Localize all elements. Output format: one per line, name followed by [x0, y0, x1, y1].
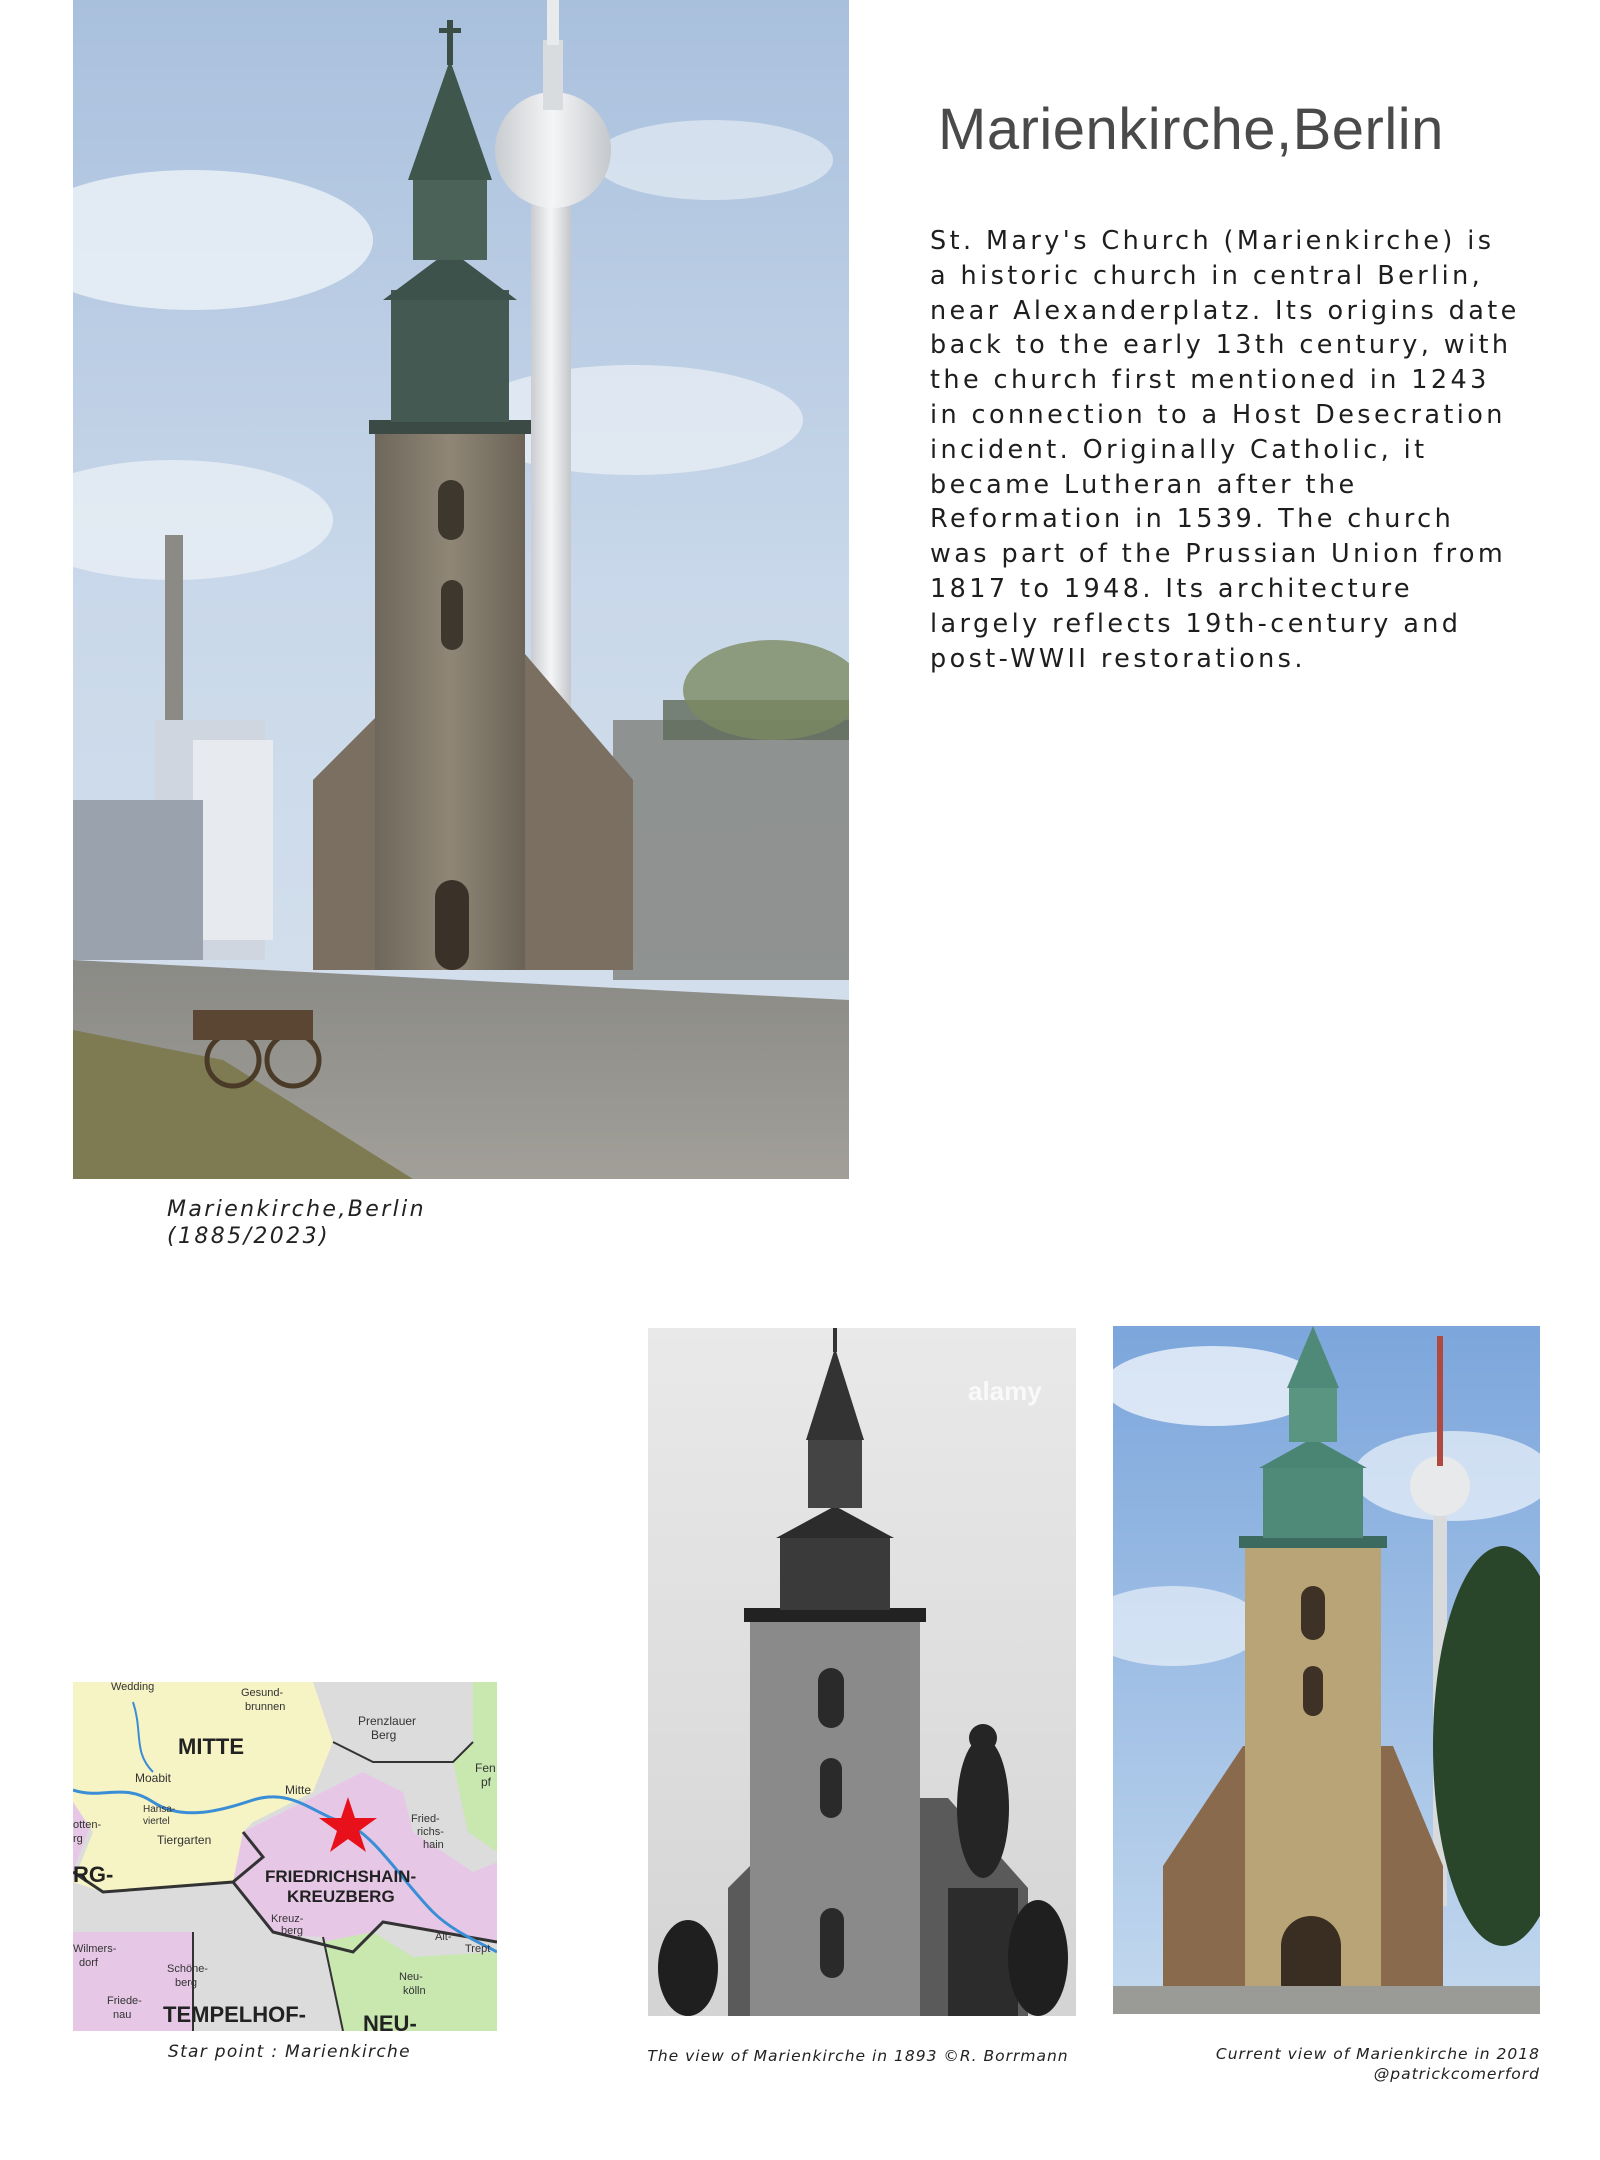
description-paragraph: St. Mary's Church (Marienkirche) is a historic church in central Berlin, near Alexanderplatz. Its origins date back to the early 13th century, with the church first mentioned in 1243 in connection to a Host Desecration incident. Originally Catholic, it became Lutheran after the Reformation in 1539. The church was part of the Prussian Union from 1817 to 1948. Its architecture largely reflects 19th-century and post-WWII restorations. [930, 226, 1520, 674]
map-label-rg: RG- [73, 1862, 114, 1887]
main-photo-caption-years: (1885/2023) [167, 1224, 330, 1249]
map-label-trept: Trept [465, 1943, 491, 1955]
map-label-friedrichshain: FRIEDRICHSHAIN- [265, 1867, 417, 1886]
map-label-kreuz-berg: berg [281, 1925, 304, 1937]
photo-2018-caption-text: Current view of Marienkirche in 2018 [1215, 2045, 1540, 2063]
page-title: Marienkirche,Berlin [938, 97, 1444, 162]
map-label-fried3: hain [423, 1839, 444, 1851]
map-label-viertel: viertel [143, 1816, 170, 1827]
main-composite-photo [73, 0, 849, 1179]
map-label-hansa: Hansa- [143, 1804, 176, 1815]
map-label-moabit: Moabit [135, 1771, 172, 1785]
map-label-schone: Schöne- [167, 1963, 208, 1975]
map-label-dorf: dorf [79, 1957, 98, 1969]
map-label-fried2: richs- [417, 1826, 444, 1838]
map-label-wilmers: Wilmers- [73, 1943, 117, 1955]
map-label-kreuz: Kreuz- [271, 1913, 304, 1925]
historic-photo-1893 [648, 1328, 1076, 2016]
map-label-neu-district: NEU- [363, 2011, 417, 2031]
photo-2018-caption [1130, 2044, 1540, 2084]
map-label-prenzlauer: Prenzlauer [358, 1714, 417, 1728]
alamy-watermark: alamy [968, 1376, 1042, 1406]
map-label-brunnen: brunnen [245, 1701, 286, 1713]
map-label-nau: nau [113, 2009, 132, 2021]
map-label-wedding: Wedding [111, 1682, 155, 1693]
map-label-friede: Friede- [107, 1995, 142, 2007]
photo-2018-credit: @patrickcomerford [1373, 2065, 1540, 2083]
map-label-berg: Berg [371, 1728, 397, 1742]
map-label-alt: Alt- [435, 1931, 452, 1943]
map-label-gesund: Gesund- [241, 1687, 284, 1699]
photo-1893-caption: The view of Marienkirche in 1893 ©R. Borrmann [647, 2047, 1069, 2065]
map-label-fen: Fen [475, 1761, 496, 1775]
map-label-pf: pf [481, 1775, 492, 1789]
map-label-rg-small: rg [73, 1833, 83, 1845]
map-caption: Star point : Marienkirche [168, 2042, 411, 2062]
map-label-kreuzberg-district: KREUZBERG [287, 1887, 395, 1906]
map-label-fried1: Fried- [411, 1813, 440, 1825]
map-label-mitte-district: MITTE [178, 1734, 244, 1759]
map-label-mitte: Mitte [285, 1783, 312, 1797]
map-label-tiergarten: Tiergarten [157, 1833, 212, 1847]
map-label-neu: Neu- [399, 1971, 423, 1983]
map-label-schone-berg: berg [175, 1977, 198, 1989]
map-label-tempelhof: TEMPELHOF- [163, 2002, 306, 2027]
main-photo-caption-title: Marienkirche,Berlin [167, 1197, 427, 1222]
map-label-kolln: kölln [403, 1985, 426, 1997]
map-label-otten: otten- [73, 1819, 102, 1831]
main-photo-caption [167, 1196, 426, 1250]
location-map [73, 1682, 497, 2031]
current-photo-2018 [1113, 1326, 1540, 2014]
